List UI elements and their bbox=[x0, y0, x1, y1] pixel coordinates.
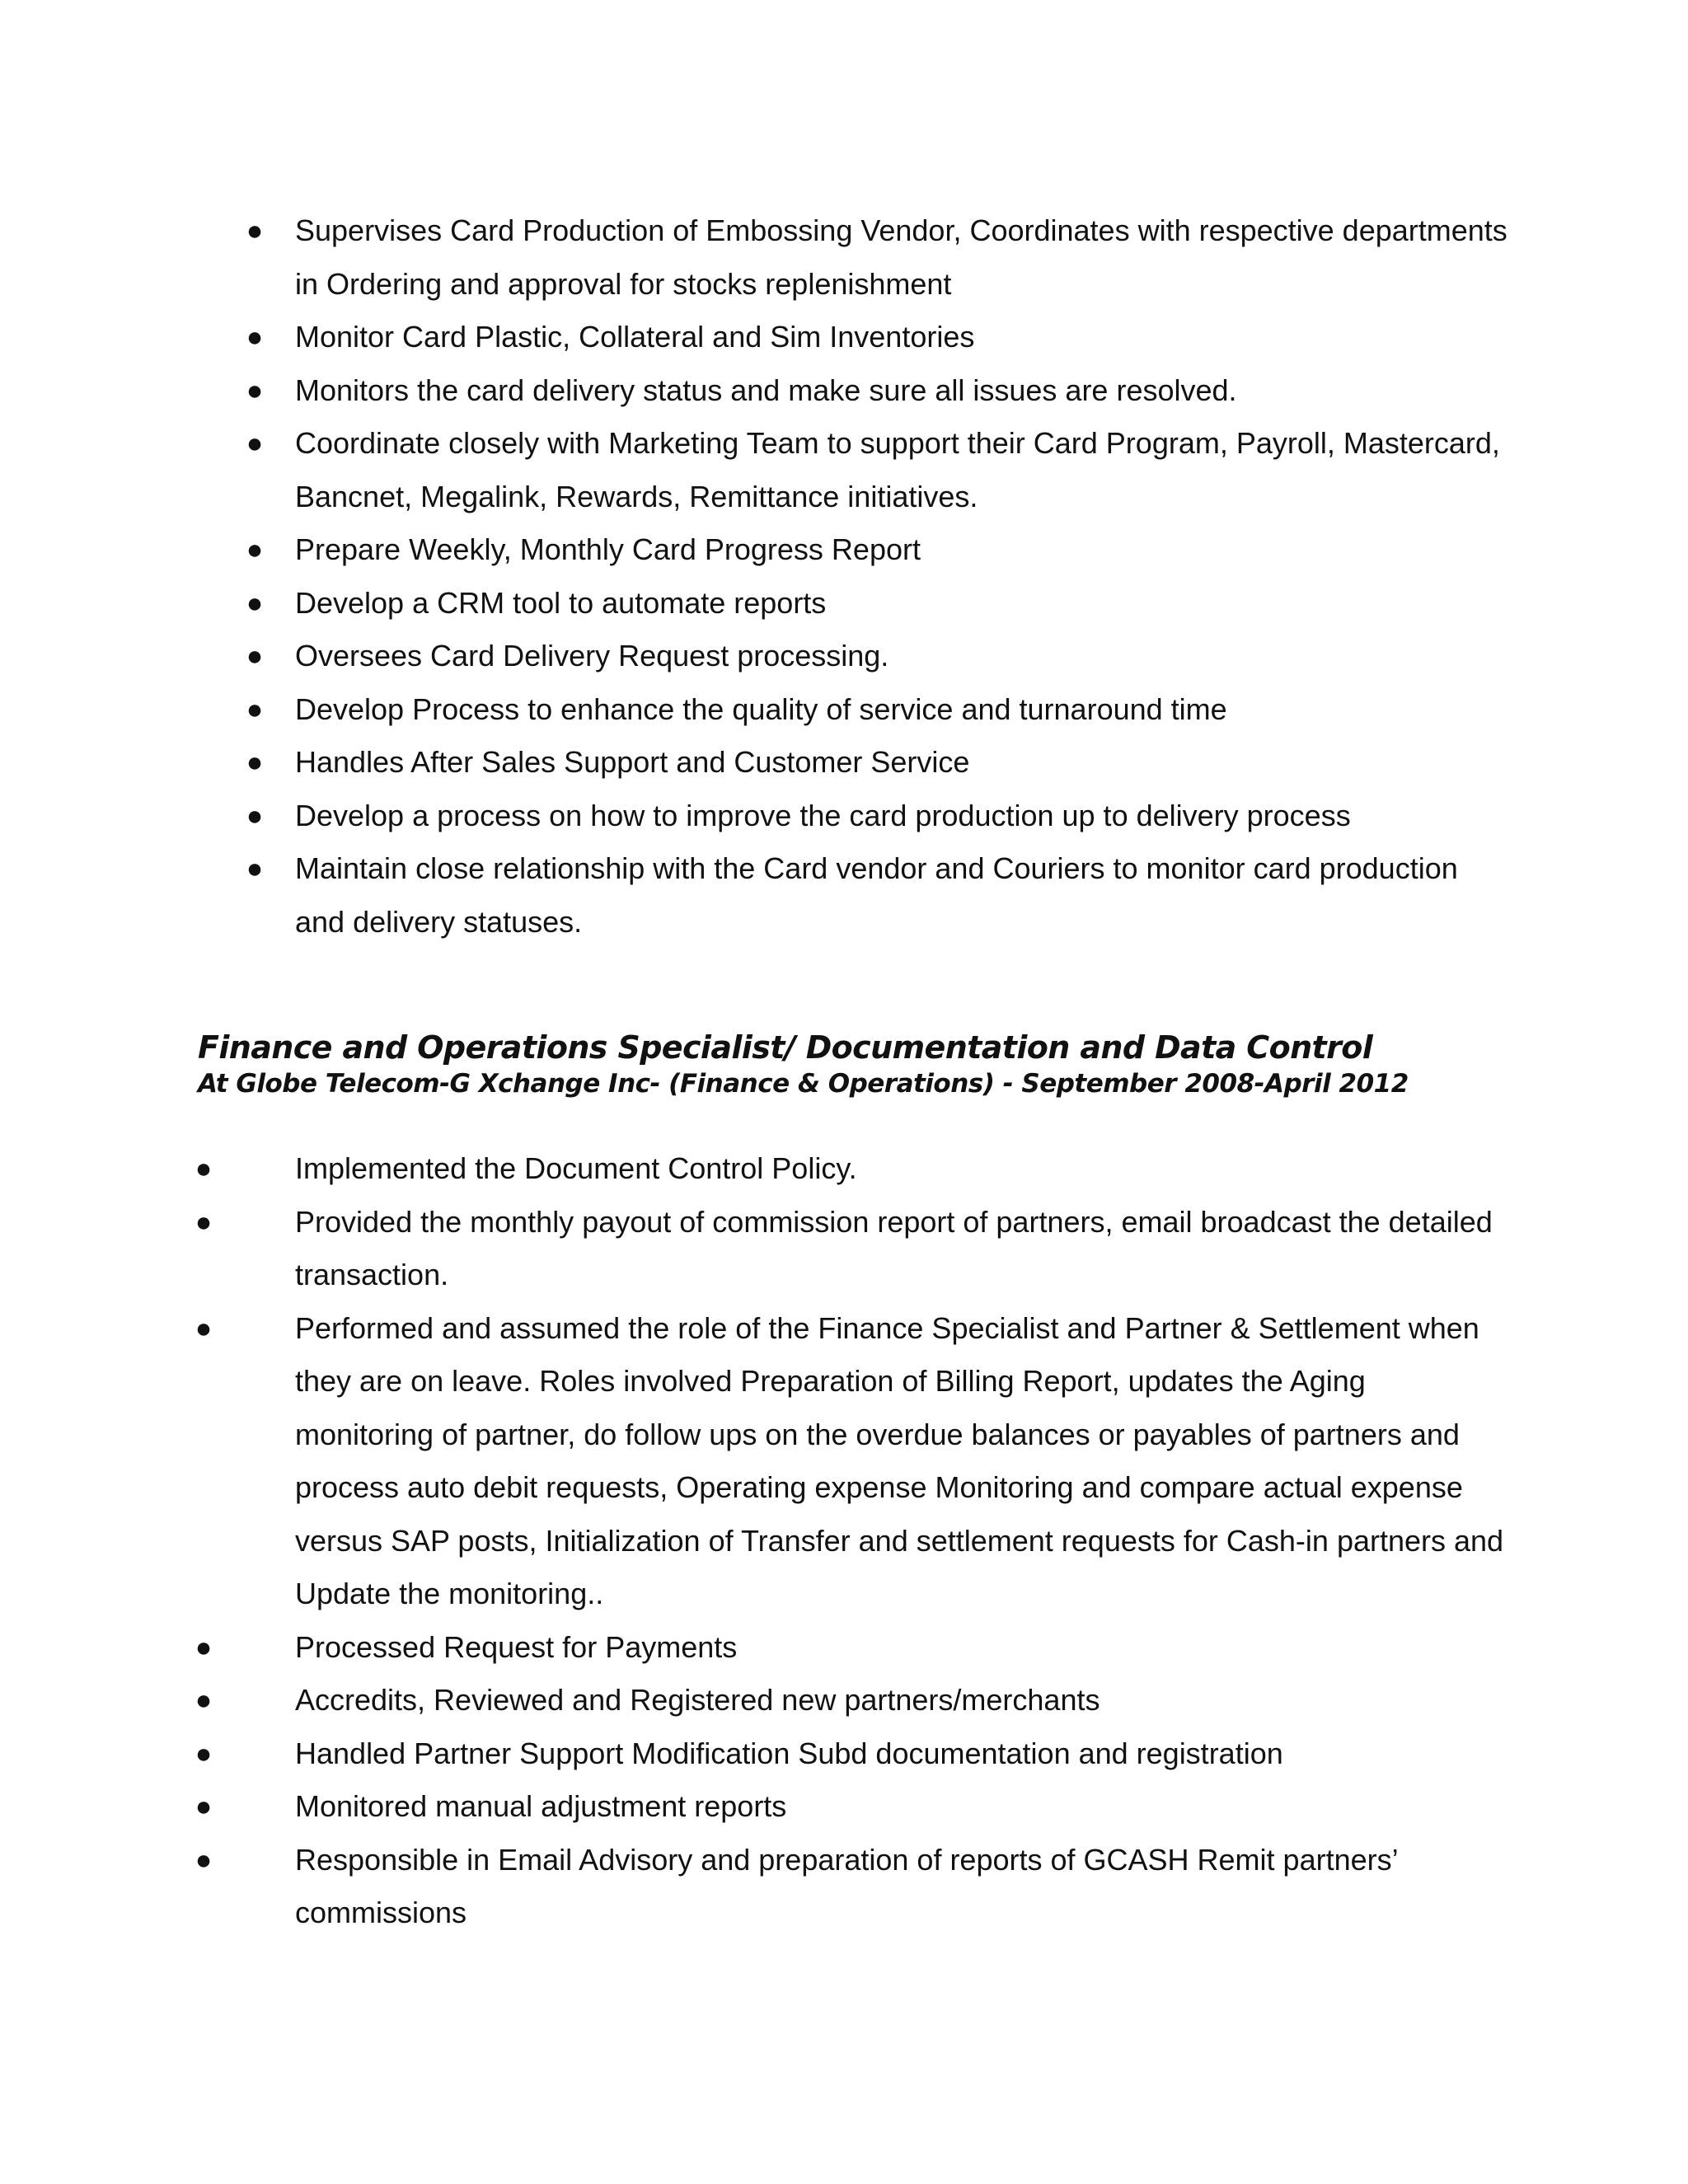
list-item bbox=[0, 417, 1508, 523]
list-item-text: Monitored manual adjustment reports bbox=[295, 1789, 787, 1823]
list-item-text: Handles After Sales Support and Customer Service bbox=[295, 745, 970, 779]
list-item bbox=[0, 1142, 1508, 1196]
list-item bbox=[0, 1196, 1508, 1302]
list-item bbox=[0, 842, 1508, 949]
list-item-text: Oversees Card Delivery Request processing. bbox=[295, 639, 889, 673]
bullet-icon: ● bbox=[195, 1631, 213, 1663]
list-item bbox=[0, 364, 1508, 418]
bullet-icon: ● bbox=[195, 1153, 213, 1184]
list-item-text: Responsible in Email Advisory and preparation of reports of GCASH Remit partners’ commissions bbox=[295, 1842, 1398, 1929]
bullet-icon: ● bbox=[246, 693, 264, 725]
bullet-icon: ● bbox=[246, 747, 264, 778]
list-item bbox=[0, 204, 1508, 311]
bullet-icon: ● bbox=[246, 428, 264, 459]
list-item-text: Develop a process on how to improve the card production up to delivery process bbox=[295, 798, 1351, 832]
list-item-text: Monitor Card Plastic, Collateral and Sim Inventories bbox=[295, 320, 975, 354]
list-item-text: Accredits, Reviewed and Registered new partners/merchants bbox=[295, 1683, 1100, 1717]
job-title: Finance and Operations Specialist/ Documentation and Data Control bbox=[198, 1029, 1373, 1066]
list-item bbox=[0, 736, 1508, 790]
list-item bbox=[0, 630, 1508, 683]
bullet-icon: ● bbox=[195, 1791, 213, 1822]
list-item-text: Coordinate closely with Marketing Team to support their Card Program, Payroll, Mastercard, Bancnet, Megalink, Rewards, Remittance initiatives. bbox=[295, 426, 1500, 513]
list-item-text: Develop a CRM tool to automate reports bbox=[295, 585, 827, 620]
bullet-icon: ● bbox=[195, 1206, 213, 1238]
list-item-text: Processed Request for Payments bbox=[295, 1629, 738, 1664]
list-item bbox=[0, 683, 1508, 737]
bullet-icon: ● bbox=[246, 374, 264, 406]
list-item-text: Performed and assumed the role of the Finance Specialist and Partner & Settlement when they are on leave. Roles involved Preparation of Billing Report, updates the Aging monitoring of partner, do follow ups on the overdue balances or payables of partners and process auto debit requests, Operating expense Monitoring and compare actual expense versus SAP posts, Initialization of Transfer and settlement requests for Cash-in partners and Update the monitoring.. bbox=[295, 1310, 1504, 1610]
list-item bbox=[0, 577, 1508, 630]
list-item-text: Provided the monthly payout of commission report of partners, email broadcast the detailed transaction. bbox=[295, 1204, 1493, 1291]
list-item-text: Handled Partner Support Modification Subd documentation and registration bbox=[295, 1736, 1283, 1770]
list-item bbox=[0, 1834, 1508, 1940]
bullet-icon: ● bbox=[195, 1737, 213, 1769]
list-item bbox=[0, 523, 1508, 577]
list-item bbox=[0, 1727, 1508, 1781]
finance-duties-list bbox=[0, 1142, 1508, 1940]
bullet-icon: ● bbox=[246, 534, 264, 565]
bullet-icon: ● bbox=[246, 587, 264, 619]
list-item bbox=[0, 1621, 1508, 1675]
list-item bbox=[0, 1674, 1508, 1727]
list-item bbox=[0, 790, 1508, 843]
bullet-icon: ● bbox=[195, 1312, 213, 1344]
list-item bbox=[0, 1780, 1508, 1834]
card-duties-list bbox=[0, 204, 1508, 949]
list-item-text: Develop Process to enhance the quality of service and turnaround time bbox=[295, 691, 1227, 726]
bullet-icon: ● bbox=[246, 321, 264, 353]
list-item-text: Implemented the Document Control Policy. bbox=[295, 1151, 857, 1185]
bullet-icon: ● bbox=[246, 215, 264, 246]
list-item-text: Supervises Card Production of Embossing Vendor, Coordinates with respective departments in Ordering and approval for stocks replenishment bbox=[295, 213, 1507, 301]
bullet-icon: ● bbox=[246, 640, 264, 672]
bullet-icon: ● bbox=[195, 1844, 213, 1876]
list-item-text: Monitors the card delivery status and make sure all issues are resolved. bbox=[295, 373, 1237, 407]
list-item-text: Maintain close relationship with the Card vendor and Couriers to monitor card production and delivery statuses. bbox=[295, 851, 1458, 939]
list-item bbox=[0, 1302, 1508, 1621]
bullet-icon: ● bbox=[195, 1685, 213, 1716]
bullet-icon: ● bbox=[246, 853, 264, 884]
list-item bbox=[0, 311, 1508, 364]
list-item-text: Prepare Weekly, Monthly Card Progress Report bbox=[295, 532, 921, 566]
job-employer-dates: At Globe Telecom-G Xchange Inc- (Finance & Operations) - September 2008-April 2012 bbox=[198, 1069, 1409, 1099]
bullet-icon: ● bbox=[246, 799, 264, 832]
